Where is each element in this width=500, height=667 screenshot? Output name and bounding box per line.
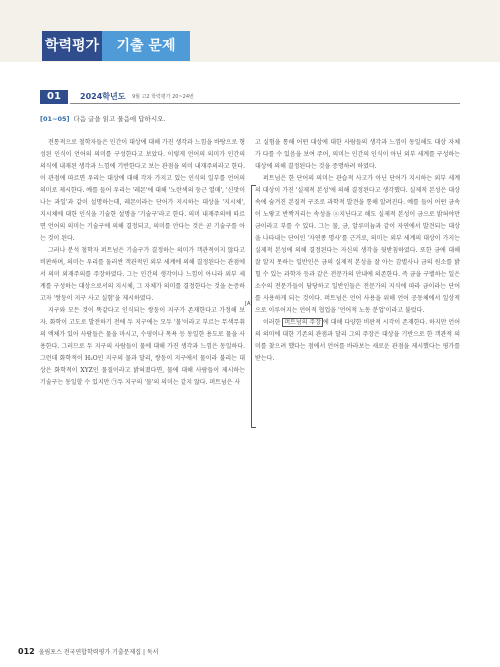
section-title-primary: 학력평가 [42,31,102,61]
exam-heading [40,90,460,104]
passage-paragraph: 그러나 분석 철학자 퍼트넘은 기술구가 결정하는 의미가 객관적이지 않다고 비판하며, 의미는 우리를 둘러싼 객관적인 외부 세계에 의해 결정된다는 관점에서 의미 외재주의를 주장하였다. 그는 인간의 생각이나 느낌이 아니라 외부 세계를 구성하는 대상으로서의 지시체, 그 자체가 의미를 결정한다는 것을 논증하고자 '쌍둥이 지구 사고 실험'을 제시하였다. [40,247,245,302]
boxed-phrase: 퍼트넘의 주장 [284,319,321,326]
passage-paragraph: 지구와 모든 것이 똑같다고 인식되는 쌍둥이 지구가 존재한다고 가정해 보자. 화학이 고도로 발전하기 전에 두 지구에는 모두 '물'이라고 부르는 무색무취의 액체가 있어 사람들은 물을 마시고, 수영이나 목욕 등 동일한 용도로 물을 사용한다. 그러므로 두 지구의 사람들이 물에 대해 가진 생각과 느낌은 동일하다. 그런데 화학적이 H₂O인 지구의 물과 달리, 쌍둥이 지구에서 물이라 불리는 대상은 화학적이 XYZ인 물질이라고 밝혀졌다면, 물에 대해 사람들이 제시하는 기술구는 동일할 수 있지만 ㉠두 지구의 '물'의 의미는 같지 않다. 퍼트넘은 사 [40,307,245,386]
question-instruction [40,114,460,124]
passage-text: 에 대해 다양한 비판적 시각이 존재한다. 하지만 언어의 의미에 대한 기존의 관점과 달리 그의 주장은 대상을 기반으로 한 객관적 의미를 찾으려 했다는 점에서 언어를 바라보는 새로운 관점을 제시했다는 평가를 받는다. [255,319,460,362]
page-number: 012 [18,647,35,656]
passage-paragraph: 고 실험을 통해 어떤 대상에 대한 사람들의 생각과 느낌이 동일해도 대상 자체가 다를 수 있음을 보여 주어, 의미는 인간의 인식이 아닌 외부 세계를 구성하는 대상에 의해 결정된다는 것을 증명하려 하였다. [255,139,460,170]
question-range: [01~05] [40,115,70,123]
passage-text: 이러한 [263,319,283,326]
exam-source: 9월 고2 학력평가 20~24번 [132,94,194,100]
question-text: 다음 글을 읽고 물음에 답하시오. [73,115,166,123]
passage-paragraph-a: 퍼트넘은 한 단어의 의미는 관습적 사고가 아닌 단어가 지시하는 외부 세계의 대상이 가진 '실제적 본성'에 의해 결정된다고 생각했다. 실제적 본성은 대상 속에 숨겨진 본질적 구조로 과학적 발견을 통해 알려진다. 예를 들어 어떤 금속이 노랗고 반짝거리는 속성을 ⓐ지닌다고 해도 실제적 본성이 금으로 밝혀야만 금이라고 부를 수 있다. 그는 물, 금, 알루미늄과 같이 자연에서 발견되는 대상을 나타내는 단어인 '자연종 명사'를 근거로, 의미는 외부 세계의 대상이 가지는 실제적 본성에 의해 결정된다는 자신의 생각을 뒷받침하였다. 또한 금에 대해 잘 알지 못하는 일반인은 금의 실제적 본성을 잘 아는 감별사나 금의 원소를 밝힐 수 있는 과학자 등과 같은 전문가의 안내에 의존한다. 즉 금을 구별하는 일은 소수의 전문가들이 담당하고 일반인들은 전문가의 지식에 따라 금이라는 단어를 사용하게 되는 것이다. 퍼트넘은 언어 사용을 위해 언어 공동체에서 일상적으로 이루어지는 언어적 협업을 '언어적 노동 분업'이라고 불렀다. [255,175,460,314]
passage-paragraph: 전통적으로 철학자들은 인간이 대상에 대해 가진 생각과 느낌을 바탕으로 형성된 인식이 언어의 의미를 구성한다고 보았다. 이렇게 언어의 의미가 인간의 의식에 내재된 생각과 느낌에 기반한다고 보는 관점을 의미 내재주의라고 한다. 이 관점에 따르면 우리는 대상에 대해 각자 가지고 있는 인식의 일부를 언어의 의미로 제시한다. 예를 들어 우리는 '레몬'에 대해 '노란색의 둥근 열매', '신맛이 나는 과일'과 같이 설명하는데, 레몬이라는 단어가 지시하는 대상을 '지시체', 지시체에 대한 인식을 기술한 설명을 '기술구'라고 한다. 의미 내재주의에 따르면 언어의 의미는 기술구에 의해 결정되고, 의미를 안다는 것은 곧 기술구를 아는 것이 된다. [40,139,246,242]
bracket-label-a: [A] [245,301,253,307]
page-footer [18,646,482,658]
book-title: 올림포스 전국연합학력평가 기출문제집 | 독서 [38,649,159,656]
passage-paragraph [255,317,460,365]
exam-number-badge: 01 [40,90,68,104]
exam-year: 2024학년도 [80,92,126,101]
section-title-secondary: 기출 문제 [102,31,190,61]
passage-left-column [40,137,245,389]
passage-right-column [255,137,460,365]
exam-divider [70,103,460,104]
